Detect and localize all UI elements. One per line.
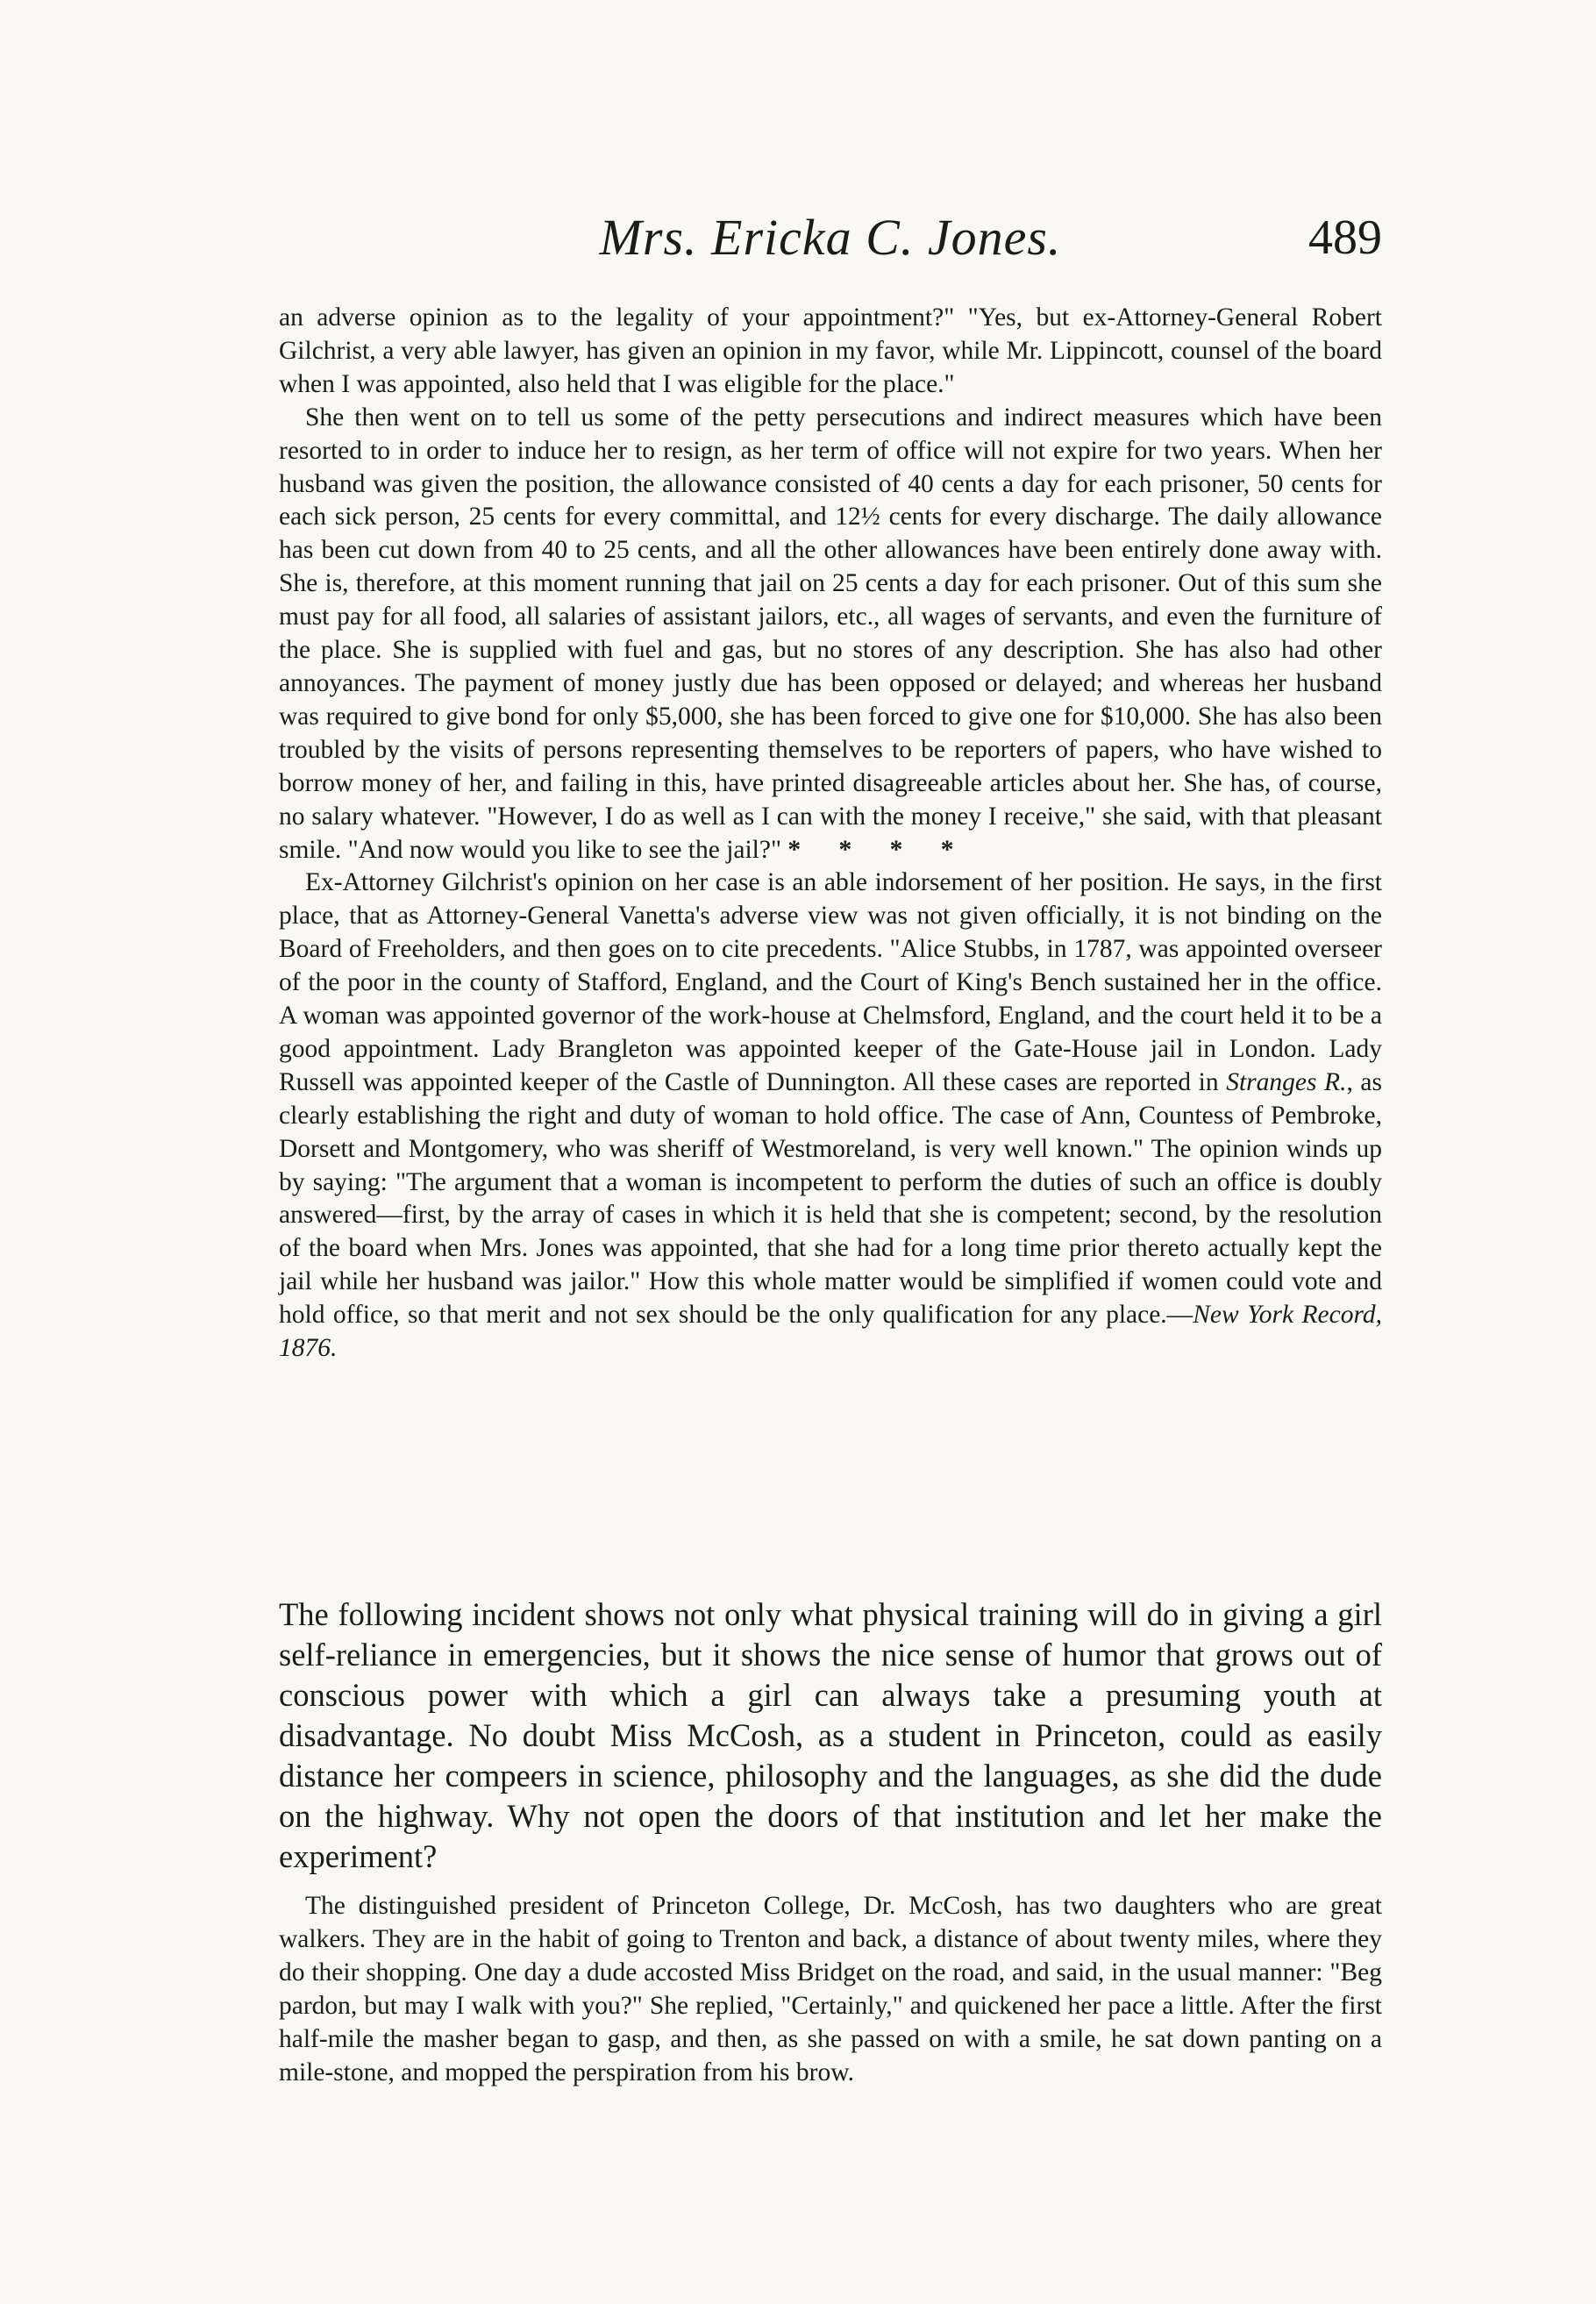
editorial-paragraph: The following incident shows not only what physical training will do in giving a girl self-reliance in emergencies, but it shows the nice sense of humor that grows out of conscious power with which a girl can always take a presuming youth at disadvantage. No doubt Miss McCosh, as a student in Princeton, could as easily distance her compeers in science, philosophy and the languages, as she did the dude on the highway. Why not open the doors of that institution and let her make the experiment? <box>279 1596 1382 1874</box>
article-mccosh <box>279 1890 1382 2089</box>
running-title: Mrs. Ericka C. Jones. <box>599 209 1062 266</box>
page-header <box>279 207 1382 268</box>
page-number: 489 <box>1308 210 1382 265</box>
paragraph-3 <box>279 867 1382 1366</box>
paragraph-1: an adverse opinion as to the legality of your appointment?" "Yes, but ex-Attorney-General Robert Gilchrist, a very able lawyer, has given an opinion in my favor, while Mr. Lippincott, counsel of the board when I was appointed, also held that I was eligible for the place." <box>279 303 1382 398</box>
paragraph-3-text-2: , as clearly establishing the right and duty of woman to hold office. The case of Ann, Countess of Pembroke, Dorsett and Montgomery, who was sheriff of Westmoreland, is very well known." The opinion winds up by saying: "The argument that a woman is incompetent to perform the duties of such an office is doubly answered—first, by the array of cases in which it is held that she is competent; second, by the resolution of the board when Mrs. Jones was appointed, that she had for a long time prior thereto actually kept the jail while her husband was jailor." How this whole matter would be simplified if women could vote and hold office, so that merit and not sex should be the only qualification for any place.— <box>279 1067 1383 1330</box>
paragraph-3-text: Ex-Attorney Gilchrist's opinion on her case is an able indorsement of her position. He says, in the first place, that as Attorney-General Vanetta's adverse view was not given officially, it is not binding on the Board of Freeholders, and then goes on to cite precedents. "Alice Stubbs, in 1787, was appointed overseer of the poor in the county of Stafford, England, and the Court of King's Bench sustained her in the office. A woman was appointed governor of the work-house at Chelmsford, England, and the court held it to be a good appointment. Lady Brangleton was appointed keeper of the Gate-House jail in London. Lady Russell was appointed keeper of the Castle of Dunnington. All these cases are reported in <box>279 868 1382 1096</box>
case-citation: Stranges R. <box>1226 1067 1347 1096</box>
article-jail-keeper <box>279 302 1382 1366</box>
editorial-note <box>279 1594 1382 1877</box>
paragraph-2-text: She then went on to tell us some of the petty persecutions and indirect measures which have been resorted to in order to induce her to resign, as her term of office will not expire for two years. When her husband was given the position, the allowance consisted of 40 cents a day for each prisoner, 50 cents for each sick person, 25 cents for every committal, and 12½ cents for every discharge. The daily allowance has been cut down from 40 to 25 cents, and all the other allowances have been entirely done away with. She is, therefore, at this moment running that jail on 25 cents a day for each prisoner. Out of this sum she must pay for all food, all salaries of assistant jailors, etc., all wages of servants, and even the furniture of the place. She is supplied with fuel and gas, but no stores of any description. She has also had other annoyances. The payment of money justly due has been opposed or delayed; and whereas her husband was required to give bond for only $5,000, she has been forced to give one for $10,000. She has also been troubled by the visits of persons representing themselves to be reporters of papers, who have wished to borrow money of her, and failing in this, have printed disagreeable articles about her. She has, of course, no salary whatever. "However, I do as well as I can with the money I receive," she said, with that pleasant smile. "And now would you like to see the jail?" <box>279 403 1382 864</box>
source-citation: New York Record, 1876. <box>279 1301 1383 1363</box>
ellipsis-stars: * * * * <box>787 835 970 864</box>
mccosh-paragraph: The distinguished president of Princeton College, Dr. McCosh, has two daughters who are great walkers. They are in the habit of going to Trenton and back, a distance of about twenty miles, where they do their shopping. One day a dude accosted Miss Bridget on the road, and said, in the usual manner: "Beg pardon, but may I walk with you?" She replied, "Certainly," and quickened her pace a little. After the first half-mile the masher began to gasp, and then, as she passed on with a smile, he sat down panting on a mile-stone, and mopped the perspiration from his brow. <box>279 1892 1382 2086</box>
paragraph-2 <box>279 402 1382 867</box>
